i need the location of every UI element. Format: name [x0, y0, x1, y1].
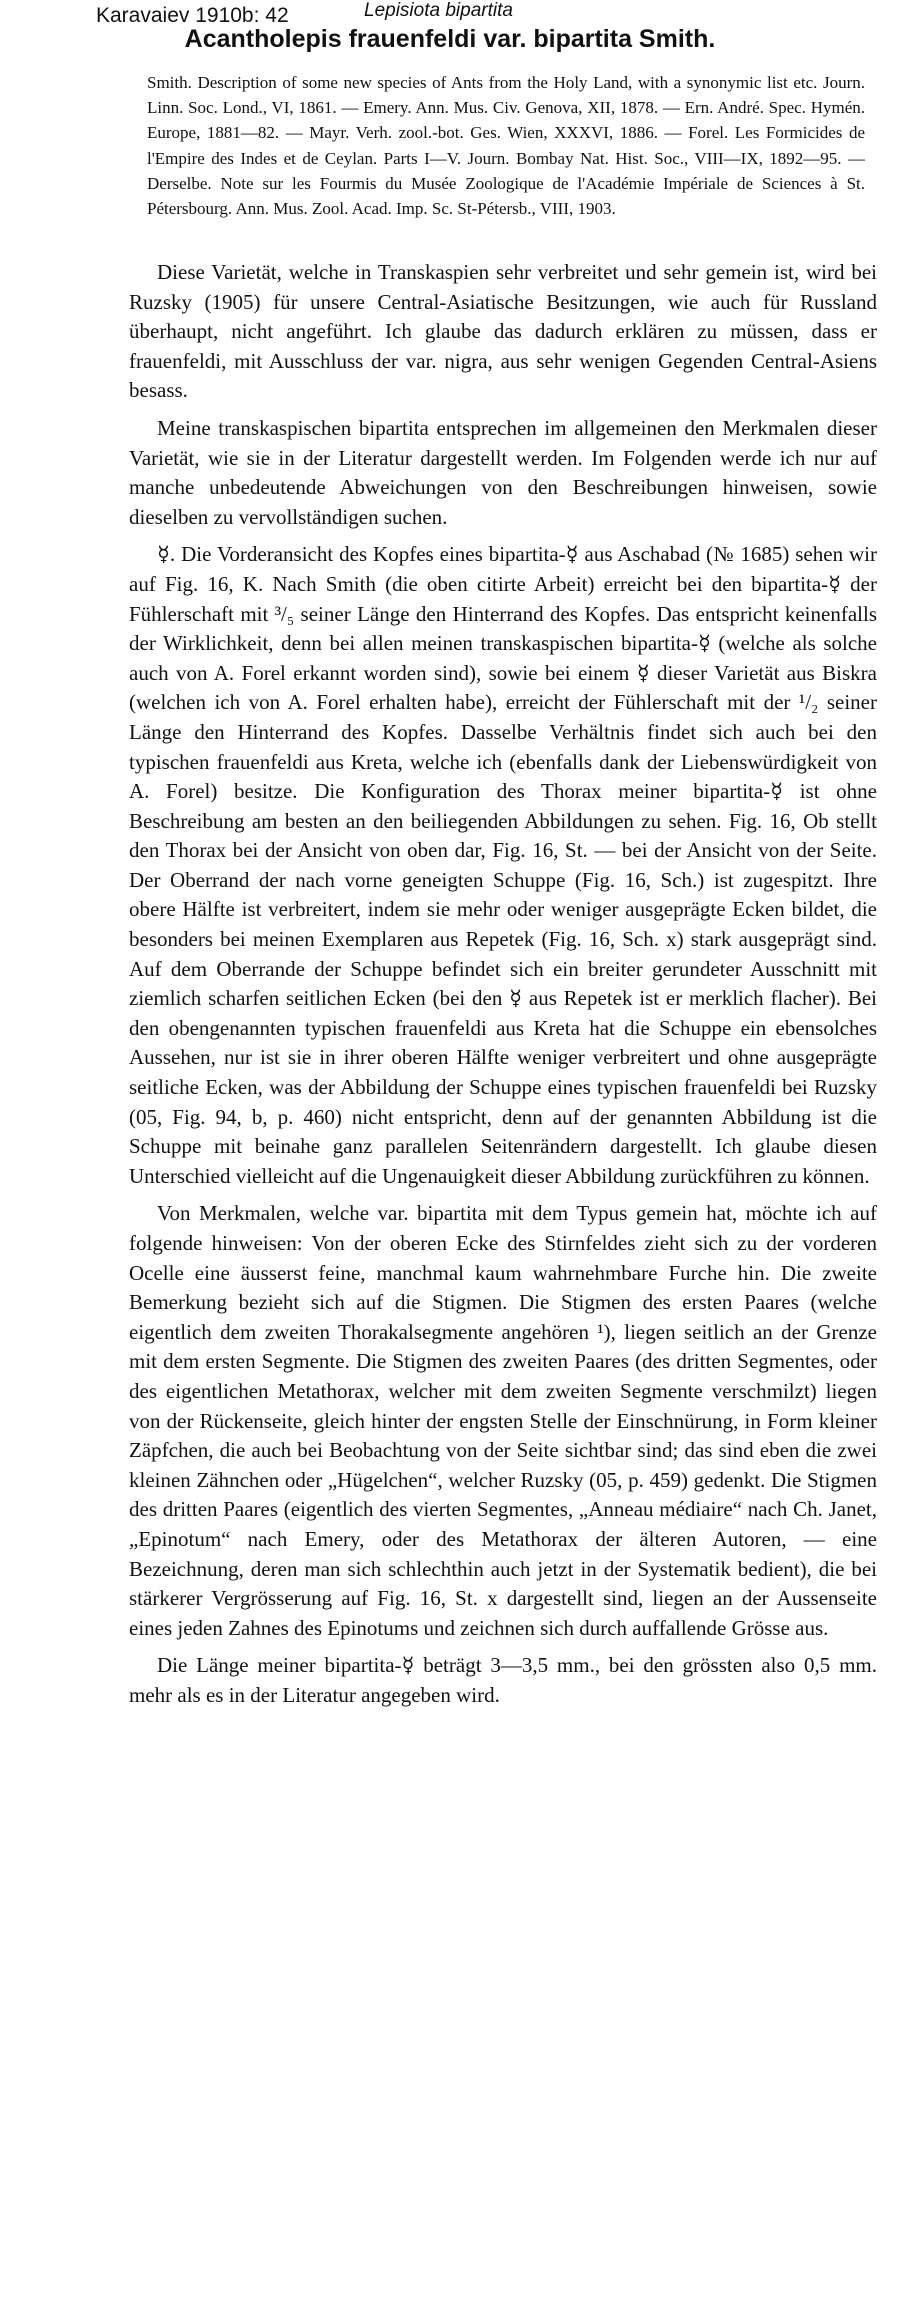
- page-title: Acantholepis frauenfeldi var. bipartita Smith.: [184, 25, 716, 53]
- paragraph-3: ☿. Die Vorderansicht des Kopfes eines bipartita-☿ aus Aschabad (№ 1685) sehen wir auf Fig. 16, K. Nach Smith (die oben citirte Arbeit) erreicht bei den bipartita-☿ der Fühlerschaft mit ³/₅ seiner Länge den Hinterrand des Kopfes. Das entspricht keinenfalls der Wirklichkeit, denn bei allen meinen transkaspischen bipartita-☿ (welche als solche auch von A. Forel erkannt worden sind), sowie bei einem ☿ dieser Varietät aus Biskra (welchen ich von A. Forel erhalten habe), erreicht der Fühlerschaft mit der ¹/₂ seiner Länge den Hinterrand des Kopfes. Dasselbe Verhältnis findet sich auch bei den typischen frauenfeldi aus Kreta, welche ich (ebenfalls dank der Liebenswürdigkeit von A. Forel) besitze. Die Konfiguration des Thorax meiner bipartita-☿ ist ohne Beschreibung am besten an den beiliegenden Abbildungen zu sehen. Fig. 16, Ob stellt den Thorax bei der Ansicht von oben dar, Fig. 16, St. — bei der Ansicht von der Seite. Der Oberrand der nach vorne geneigten Schuppe (Fig. 16, Sch.) ist zugespitzt. Ihre obere Hälfte ist verbreitert, indem sie mehr oder weniger ausgeprägte Ecken bildet, die besonders bei meinen Exemplaren aus Repetek (Fig. 16, Sch. x) stark ausgeprägt sind. Auf dem Oberrande der Schuppe befindet sich ein breiter gerundeter Ausschnitt mit ziemlich scharfen seitlichen Ecken (bei den ☿ aus Repetek ist er merklich flacher). Bei den obengenannten typischen frauenfeldi aus Kreta hat die Schuppe ein ebensolches Aussehen, nur ist sie in ihrer oberen Hälfte weniger verbreitert und ohne ausgeprägte seitliche Ecken, was der Abbildung der Schuppe eines typischen frauenfeldi bei Ruzsky (05, Fig. 94, b, p. 460) nicht entspricht, denn auf der genannten Abbildung ist die Schuppe mit beinahe ganz parallelen Seitenrändern dargestellt. Ich glaube diesen Unterschied vielleicht auf die Ungenauigkeit dieser Abbildung zurückführen zu können.: [129, 542, 877, 1188]
- paragraph-2: Meine transkaspischen bipartita entsprechen im allgemeinen den Merkmalen dieser Varietät, wie sie in der Literatur dargestellt werden. Im Folgenden werde ich nur auf manche unbedeutende Abweichungen von den Beschreibungen hinweisen, sowie dieselben zu vervollständigen suchen.: [129, 415, 877, 529]
- body-text: [129, 258, 877, 1719]
- paragraph-1: Diese Varietät, welche in Transkaspien sehr verbreitet und sehr gemein ist, wird bei Ruzsky (1905) für unsere Central-Asiatische Besitzungen, wie auch für Russland überhaupt, nicht angeführt. Ich glaube das dadurch erklären zu müssen, dass er frauenfeldi, mit Ausschluss der var. nigra, aus sehr wenigen Gegenden Central-Asiens besass.: [129, 260, 877, 403]
- source-citation-header: Karavaiev 1910b: 42: [96, 4, 289, 27]
- references-block: Smith. Description of some new species of Ants from the Holy Land, with a synonymic list etc. Journ. Linn. Soc. Lond., VI, 1861. — Emery. Ann. Mus. Civ. Genova, XII, 1878. — Ern. André. Spec. Hymén. Europe, 1881—82. — Mayr. Verh. zool.-bot. Ges. Wien, XXXVI, 1886. — Forel. Les Formicides de l'Empire des Indes et de Ceylan. Parts I—V. Journ. Bombay Nat. Hist. Soc., VIII—IX, 1892—95. — Derselbe. Note sur les Fourmis du Musée Zoologique de l'Académie Impériale de Sciences à St. Pétersbourg. Ann. Mus. Zool. Acad. Imp. Sc. St-Pétersb., VIII, 1903.: [147, 73, 865, 219]
- taxon-header: Lepisiota bipartita: [364, 0, 513, 21]
- paragraph-5: Die Länge meiner bipartita-☿ beträgt 3—3,5 mm., bei den grössten also 0,5 mm. mehr als es in der Literatur angegeben wird.: [129, 1653, 877, 1707]
- paragraph-4: Von Merkmalen, welche var. bipartita mit dem Typus gemein hat, möchte ich auf folgende hinweisen: Von der oberen Ecke des Stirnfeldes zieht sich zu der vorderen Ocelle eine äusserst feine, manchmal kaum wahrnehmbare Furche hin. Die zweite Bemerkung bezieht sich auf die Stigmen. Die Stigmen des ersten Paares (welche eigentlich dem zweiten Thorakalsegmente angehören ¹), liegen seitlich an der Grenze mit dem ersten Segmente. Die Stigmen des zweiten Paares (des dritten Segmentes, oder des eigentlichen Metathorax, welcher mit dem zweiten Segmente verschmilzt) liegen von der Rückenseite, gleich hinter der engsten Stelle der Einschnürung, in Form kleiner Zäpfchen, die auch bei Beobachtung von der Seite sichtbar sind; das sind eben die zwei kleinen Zähnchen oder „Hügelchen“, welcher Ruzsky (05, p. 459) gedenkt. Die Stigmen des dritten Paares (eigentlich des vierten Segmentes, „Anneau médiaire“ nach Ch. Janet, „Epinotum“ nach Emery, oder des Metathorax der älteren Autoren, — eine Bezeichnung, deren man sich schlechthin auch jetzt in der Systematik bedient), die bei stärkerer Vergrösserung auf Fig. 16, St. x dargestellt sind, liegen an der Aussenseite eines jeden Zahnes des Epinotums und zeichnen sich durch auffallende Grösse aus.: [129, 1201, 877, 1640]
